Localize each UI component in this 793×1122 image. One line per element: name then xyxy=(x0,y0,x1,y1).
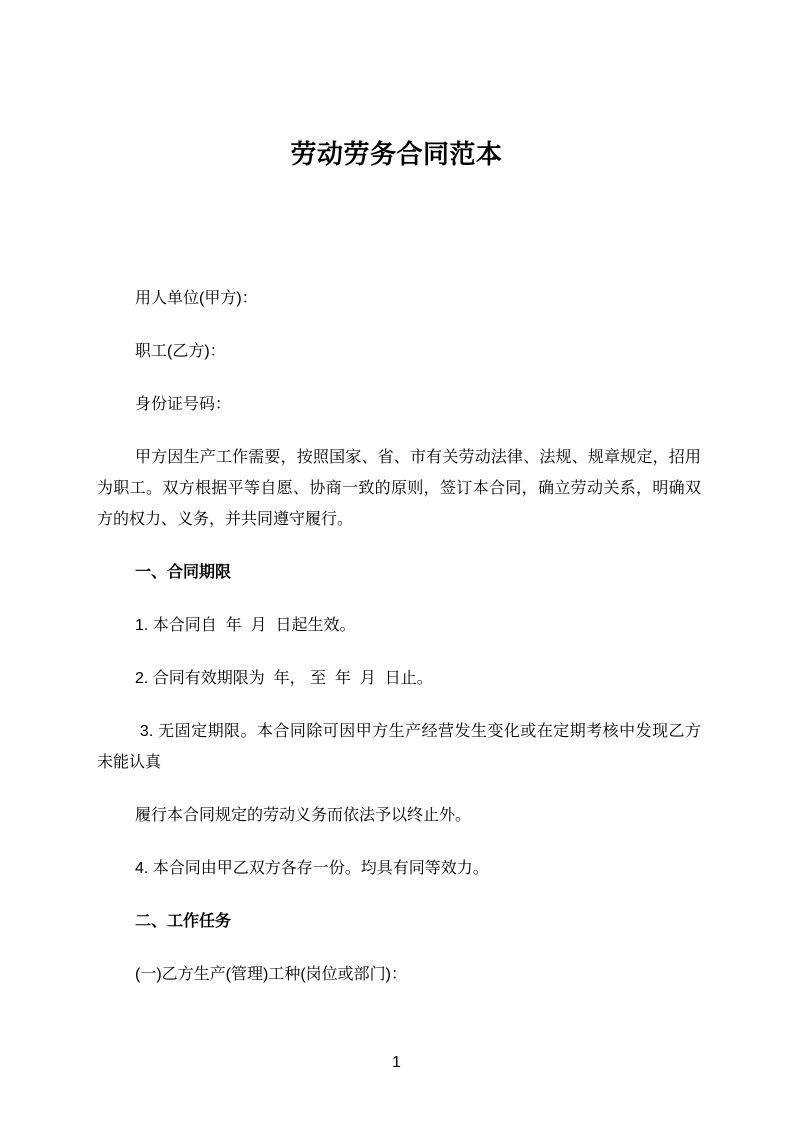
party-a-label-line: 用人单位(甲方)： xyxy=(135,290,258,307)
page-number: 1 xyxy=(392,1054,401,1071)
clause-1-2: 2. 合同有效期限为 年， 至 年 月 日止。 xyxy=(135,670,433,687)
section-2-heading: 二、工作任务 xyxy=(135,913,232,930)
clause-1-1: 1. 本合同自 年 月 日起生效。 xyxy=(135,617,356,634)
document-title: 劳动劳务合同范本 xyxy=(290,139,503,169)
document-body xyxy=(97,283,701,990)
id-number-label-line: 身份证号码： xyxy=(135,396,232,413)
party-b-label-line: 职工(乙方)： xyxy=(135,343,226,360)
clause-1-3-continuation: 履行本合同规定的劳动义务而依法予以终止外。 xyxy=(135,807,472,824)
clause-1-3: 3. 无固定期限。本合同除可因甲方生产经营发生变化或在定期考核中发现乙方未能认真 xyxy=(97,723,701,771)
clause-1-4: 4. 本合同由甲乙双方各存一份。均具有同等效力。 xyxy=(135,860,489,877)
clause-2-1: (一)乙方生产(管理)工种(岗位或部门)： xyxy=(135,966,407,983)
preamble-paragraph: 甲方因生产工作需要，按照国家、省、市有关劳动法律、法规、规章规定，招用为职工。双方根据平等自愿、协商一致的原则，签订本合同，确立劳动关系，明确双方的权力、义务，并共同遵守履行。 xyxy=(97,449,701,528)
section-1-heading: 一、合同期限 xyxy=(135,564,232,581)
